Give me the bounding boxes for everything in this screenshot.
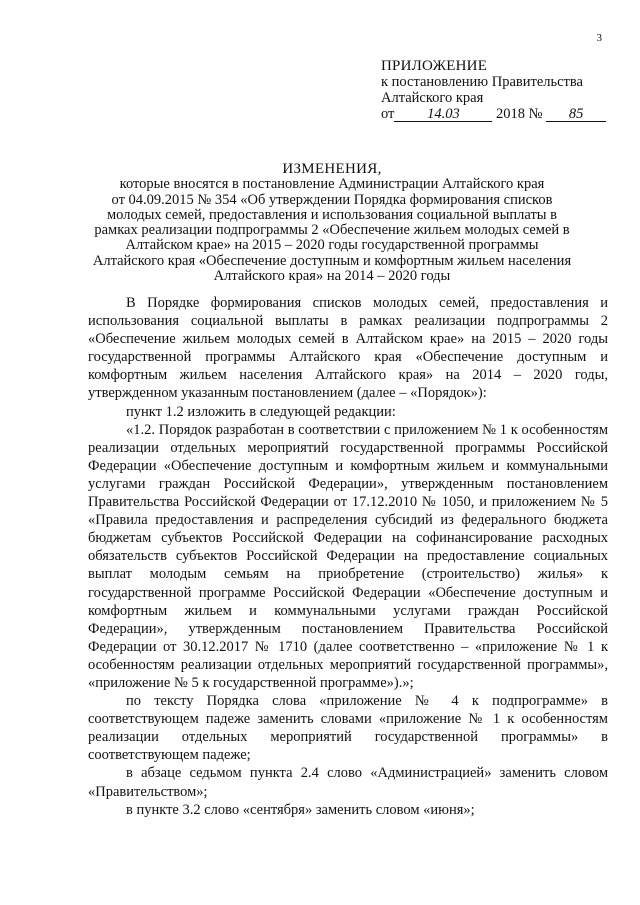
document-heading [88, 162, 576, 284]
annex-date: 14.03 [394, 107, 492, 122]
page-number: 3 [596, 32, 602, 44]
annex-line-2: Алтайского края [381, 90, 484, 106]
body-paragraph: пункт 1.2 изложить в следующей редакции: [126, 403, 396, 420]
body-paragraph-quote: «1.2. Порядок разработан в соответствии с приложением № 1 к особенностям реализации отдельных мероприятий государственной программы Российской Федерации «Обеспечение доступным и комфортным жильем и коммунальными услугами граждан Российской Федерации», утвержденным постановлением Правительства Российской Федерации от 17.12.2010 № 1050, и приложением № 5 «Правила предоставления и распределения субсидий из федерального бюджета бюджетам субъектов Российской Федерации на софинансирование расходных обязательств субъектов Российской Федерации на предоставление социальных выплат молодым семьям на приобретение (строительство) жилья» к государственной программе Российской Федерации «Обеспечение доступным и комфортным жильем и коммунальными услугами граждан Российской Федерации», утвержденным постановлением Правительства Российской Федерации от 30.12.2017 № 1710 (далее соответственно – «приложение № 1 к особенностям реализации отдельных мероприятий государственной программы», «приложение № 5 к государственной программе»).»; [88, 421, 608, 691]
heading-line: Алтайском крае» на 2015 – 2020 годы государственной программы [125, 237, 539, 254]
heading-line: которые вносятся в постановление Администрации Алтайского края [119, 176, 545, 193]
annex-line-1: к постановлению Правительства [381, 74, 583, 90]
heading-line: молодых семей, предоставления и использования социальной выплаты в [107, 206, 557, 223]
annex-block [381, 58, 606, 122]
heading-line: Алтайского края «Обеспечение доступным и комфортным жильем населения [92, 252, 572, 269]
annex-year: 2018 № [496, 106, 543, 122]
document-body [88, 294, 608, 819]
annex-number: 85 [546, 107, 606, 122]
body-paragraph: в пункте 3.2 слово «сентября» заменить словом «июня»; [126, 801, 475, 818]
heading-line: от 04.09.2015 № 354 «Об утверждении Порядка формирования списков [111, 191, 553, 208]
body-paragraph: В Порядке формирования списков молодых семей, предоставления и использования социальной выплаты в рамках реализации подпрограммы 2 «Обеспечение жильем молодых семей в Алтайском крае» на 2015 – 2020 годы государственной программы Алтайского края «Обеспечение доступным и комфортным жильем населения Алтайского края» на 2014 – 2020 годы, утвержденном указанным постановлением (далее – «Порядок»): [88, 295, 608, 402]
heading-line: рамках реализации подпрограммы 2 «Обеспечение жильем молодых семей в [94, 222, 570, 239]
annex-title: ПРИЛОЖЕНИЕ [381, 58, 488, 74]
body-paragraph: в абзаце седьмом пункта 2.4 слово «Администрацией» заменить словом «Правительством»; [88, 765, 608, 800]
annex-from-label: от [381, 106, 395, 122]
heading-title: ИЗМЕНЕНИЯ, [282, 161, 382, 177]
heading-line: Алтайского края» на 2014 – 2020 годы [213, 268, 451, 285]
body-paragraph: по тексту Порядка слова «приложение № 4 к подпрограмме» в соответствующем падеже заменить словами «приложение № 1 к особенностям реализации отдельных мероприятий государственной программы» в соответствующем падеже; [88, 693, 608, 764]
annex-date-line [381, 106, 606, 122]
